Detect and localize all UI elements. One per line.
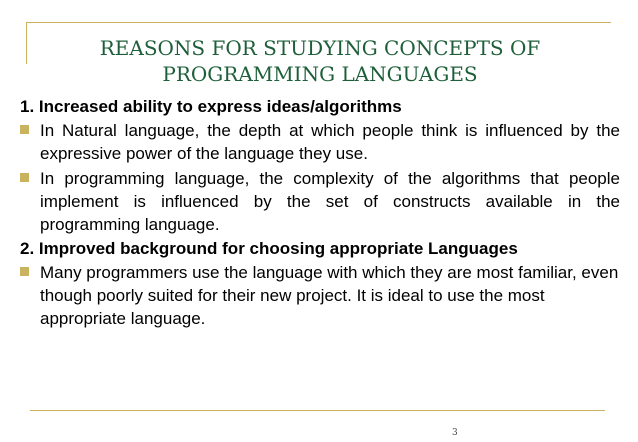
footer-rule <box>30 410 605 411</box>
slide-title-line-2: PROGRAMMING LANGUAGES <box>162 62 478 86</box>
title-top-rule <box>26 22 611 23</box>
bullet-item <box>20 261 620 330</box>
slide-title-line-1: REASONS FOR STUDYING CONCEPTS OF <box>99 36 541 60</box>
square-bullet-icon <box>20 173 29 182</box>
bullet-text: Many programmers use the language with which they are most familiar, even though poorly suited for their new project. It is ideal to use the most appropriate language. <box>40 263 619 328</box>
slide-title <box>50 35 590 87</box>
page-number: 3 <box>452 428 458 438</box>
section-heading-1: 1. Increased ability to express ideas/algorithms <box>20 97 402 116</box>
bullet-item <box>20 167 620 236</box>
title-left-rule <box>26 22 27 64</box>
square-bullet-icon <box>20 267 29 276</box>
slide-content <box>20 96 620 332</box>
bullet-item <box>20 119 620 165</box>
section-heading-2: 2. Improved background for choosing appropriate Languages <box>20 239 518 258</box>
bullet-text: In programming language, the complexity of the algorithms that people implement is influenced by the set of constructs available in the programming language. <box>40 169 620 234</box>
bullet-text: In Natural language, the depth at which people think is influenced by the expressive power of the language they use. <box>40 121 620 163</box>
square-bullet-icon <box>20 125 29 134</box>
